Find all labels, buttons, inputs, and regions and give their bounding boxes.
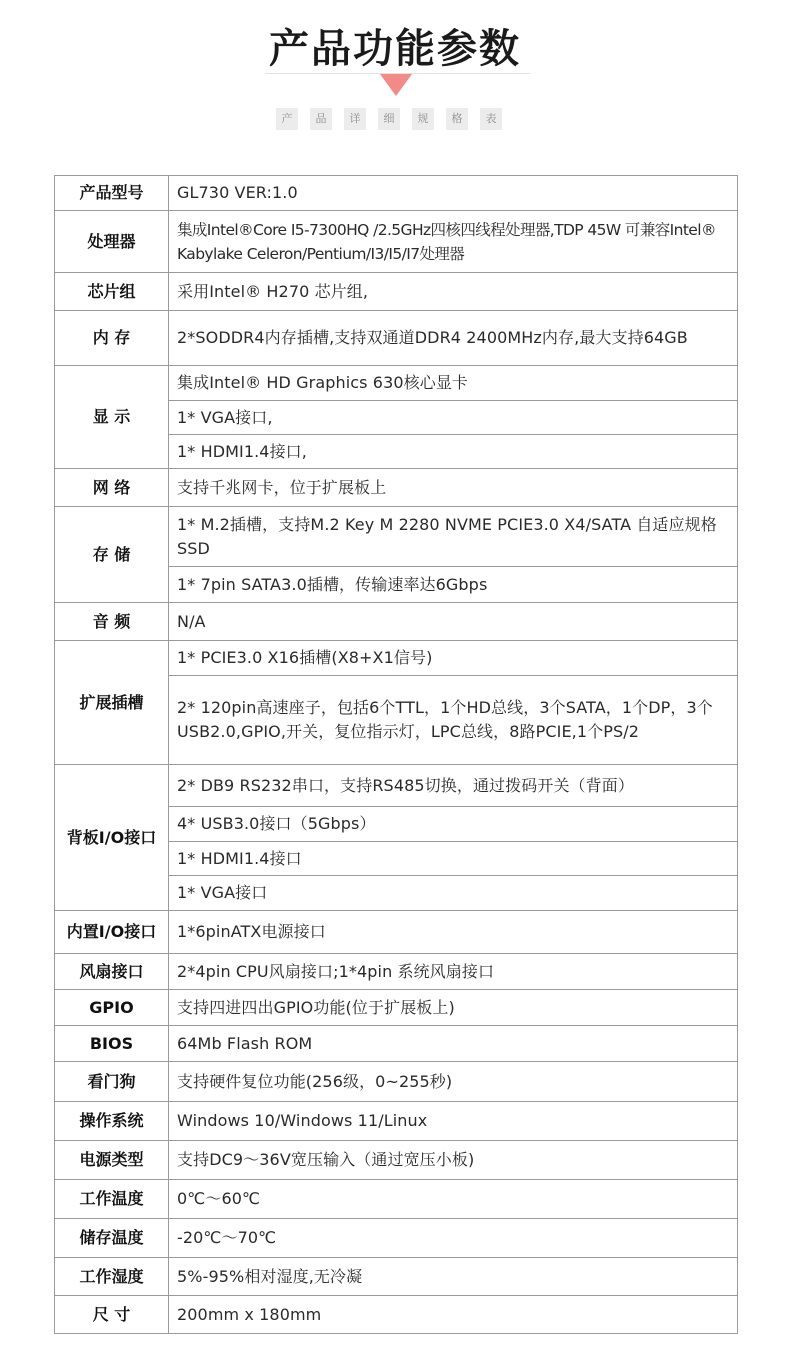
subtitle-char: 规 [412, 108, 434, 130]
subtitle-char: 产 [276, 108, 298, 130]
spec-label: 操作系统 [55, 1102, 169, 1141]
spec-row [55, 641, 738, 676]
spec-row [55, 1258, 738, 1296]
spec-value: 1*6pinATX电源接口 [169, 911, 738, 954]
spec-table [54, 175, 738, 1334]
spec-value: 集成Intel®Core I5-7300HQ /2.5GHz四核四线程处理器,TDP 45W 可兼容Intel® Kabylake Celeron/Pentium/I3/I5/I7处理器 [169, 211, 738, 273]
spec-label: 产品型号 [55, 176, 169, 211]
spec-value: 2* 120pin高速座子，包括6个TTL，1个HD总线，3个SATA，1个DP，3个 USB2.0,GPIO,开关，复位指示灯，LPC总线，8路PCIE,1个PS/2 [169, 676, 738, 765]
spec-value: 采用Intel® H270 芯片组, [169, 273, 738, 311]
spec-value: 支持DC9～36V宽压输入（通过宽压小板) [169, 1141, 738, 1180]
spec-row [55, 366, 738, 401]
spec-value: GL730 VER:1.0 [169, 176, 738, 211]
spec-row [55, 211, 738, 273]
spec-value: 2*SODDR4内存插槽,支持双通道DDR4 2400MHz内存,最大支持64GB [169, 311, 738, 366]
spec-label: BIOS [55, 1026, 169, 1062]
spec-label: 背板I/O接口 [55, 765, 169, 911]
spec-value: 1* M.2插槽，支持M.2 Key M 2280 NVME PCIE3.0 X4/SATA 自适应规格SSD [169, 507, 738, 567]
spec-value: 支持四进四出GPIO功能(位于扩展板上) [169, 990, 738, 1026]
spec-value: 5%-95%相对湿度,无冷凝 [169, 1258, 738, 1296]
subtitle-char: 格 [446, 108, 468, 130]
spec-row [55, 311, 738, 366]
spec-value: 1* HDMI1.4接口, [169, 435, 738, 469]
spec-label: 芯片组 [55, 273, 169, 311]
spec-label: GPIO [55, 990, 169, 1026]
spec-label: 风扇接口 [55, 954, 169, 990]
spec-label: 电源类型 [55, 1141, 169, 1180]
spec-label: 看门狗 [55, 1062, 169, 1102]
spec-label: 处理器 [55, 211, 169, 273]
spec-label: 音 频 [55, 603, 169, 641]
spec-value: 1* VGA接口 [169, 876, 738, 911]
spec-label: 储存温度 [55, 1219, 169, 1258]
spec-row [55, 273, 738, 311]
spec-value: 支持硬件复位功能(256级，0~255秒) [169, 1062, 738, 1102]
spec-value: 4* USB3.0接口（5Gbps） [169, 807, 738, 842]
subtitle-char: 表 [480, 108, 502, 130]
subtitle-char: 细 [378, 108, 400, 130]
spec-value: 1* 7pin SATA3.0插槽，传输速率达6Gbps [169, 567, 738, 603]
subtitle [276, 108, 502, 130]
spec-label: 工作湿度 [55, 1258, 169, 1296]
subtitle-char: 详 [344, 108, 366, 130]
spec-row [55, 765, 738, 807]
spec-label: 内置I/O接口 [55, 911, 169, 954]
spec-value: 1* HDMI1.4接口 [169, 842, 738, 876]
spec-row [55, 911, 738, 954]
title-arrow-icon [380, 74, 412, 96]
spec-row [55, 1296, 738, 1334]
spec-row [55, 176, 738, 211]
spec-label: 工作温度 [55, 1180, 169, 1219]
spec-row [55, 954, 738, 990]
spec-value: 200mm x 180mm [169, 1296, 738, 1334]
spec-value: 2*4pin CPU风扇接口;1*4pin 系统风扇接口 [169, 954, 738, 990]
spec-value: 集成Intel® HD Graphics 630核心显卡 [169, 366, 738, 401]
spec-row [55, 1026, 738, 1062]
spec-label: 显 示 [55, 366, 169, 469]
spec-row [55, 603, 738, 641]
spec-value: 1* VGA接口, [169, 401, 738, 435]
spec-value: 1* PCIE3.0 X16插槽(X8+X1信号) [169, 641, 738, 676]
spec-label: 存 储 [55, 507, 169, 603]
spec-value: N/A [169, 603, 738, 641]
spec-value: 64Mb Flash ROM [169, 1026, 738, 1062]
spec-row [55, 1141, 738, 1180]
spec-label: 尺 寸 [55, 1296, 169, 1334]
spec-row [55, 990, 738, 1026]
spec-row [55, 507, 738, 567]
spec-value: 2* DB9 RS232串口，支持RS485切换，通过拨码开关（背面） [169, 765, 738, 807]
spec-value: 0℃～60℃ [169, 1180, 738, 1219]
spec-row [55, 1219, 738, 1258]
spec-value: -20℃～70℃ [169, 1219, 738, 1258]
spec-row [55, 1180, 738, 1219]
subtitle-char: 品 [310, 108, 332, 130]
spec-label: 网 络 [55, 469, 169, 507]
spec-row [55, 469, 738, 507]
spec-row [55, 1102, 738, 1141]
page-title: 产品功能参数 [269, 26, 521, 72]
spec-label: 内 存 [55, 311, 169, 366]
spec-value: 支持千兆网卡，位于扩展板上 [169, 469, 738, 507]
spec-label: 扩展插槽 [55, 641, 169, 765]
spec-value: Windows 10/Windows 11/Linux [169, 1102, 738, 1141]
spec-row [55, 1062, 738, 1102]
